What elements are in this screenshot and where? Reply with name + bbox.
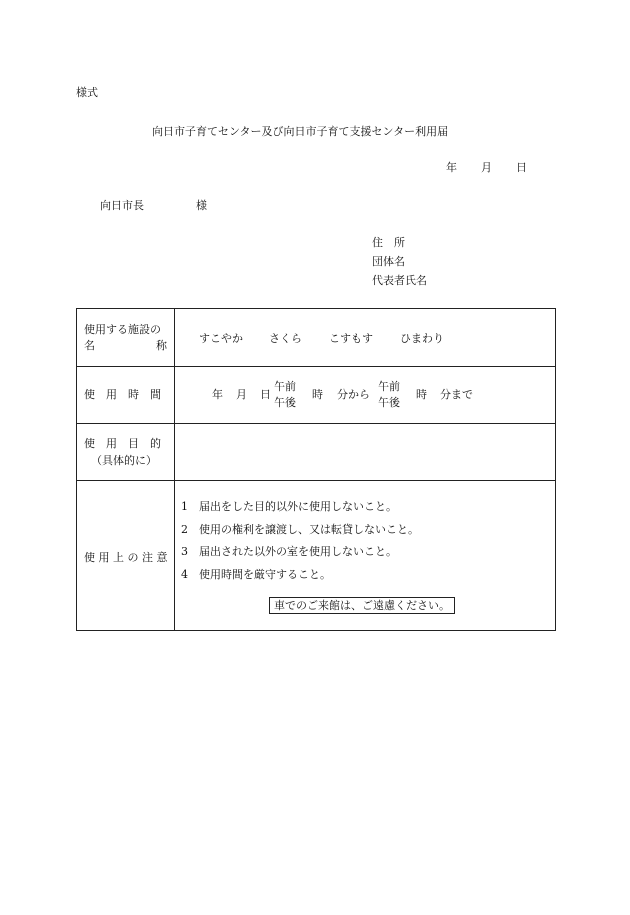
time-end-hour: 時	[416, 388, 427, 401]
page-title: 向日市子育てセンター及び向日市子育て支援センター利用届	[152, 125, 449, 138]
purpose-label-line1: 使 用 目 的	[84, 437, 161, 450]
row-divider-1	[77, 366, 555, 367]
note-2-text: 使用の権利を譲渡し、又は転貸しないこと。	[199, 523, 419, 536]
time-start-am[interactable]: 午前	[274, 380, 296, 393]
applicant-address-label: 住 所	[372, 236, 405, 249]
purpose-label-line2: （具体的に）	[91, 454, 157, 467]
note-3-text: 届出された以外の室を使用しないこと。	[199, 545, 397, 558]
form-label: 様式	[76, 86, 98, 99]
facility-option-sukoyaka[interactable]: すこやか	[199, 332, 243, 345]
purpose-input-area[interactable]	[175, 424, 555, 479]
notes-label: 使 用 上 の 注 意	[84, 551, 168, 564]
parking-notice-box: 車でのご来館は、ご遠慮ください。	[269, 597, 455, 614]
date-month: 月	[481, 161, 492, 174]
facility-label-line2b: 称	[156, 339, 167, 352]
time-from: 分から	[337, 388, 370, 401]
time-end-ampm	[378, 379, 400, 411]
date-year: 年	[446, 161, 457, 174]
time-start-pm[interactable]: 午後	[274, 395, 296, 409]
applicant-representative-label: 代表者氏名	[372, 274, 427, 287]
row-divider-3	[77, 480, 555, 481]
facility-label-line2a: 名	[84, 339, 95, 352]
usage-form-table	[76, 308, 556, 631]
note-4-text: 使用時間を厳守すること。	[199, 568, 331, 581]
time-day: 日	[260, 388, 271, 401]
addressee-honorific: 様	[196, 199, 207, 212]
facility-option-cosmos[interactable]: こすもす	[329, 332, 373, 345]
time-month: 月	[236, 388, 247, 401]
time-start-hour: 時	[312, 388, 323, 401]
note-4-num: 4	[181, 568, 188, 581]
time-label: 使 用 時 間	[84, 388, 161, 401]
time-year: 年	[212, 388, 223, 401]
note-1-num: 1	[181, 500, 188, 513]
facility-option-sakura[interactable]: さくら	[269, 332, 302, 345]
applicant-group-label: 団体名	[372, 255, 405, 268]
note-1-text: 届出をした目的以外に使用しないこと。	[199, 500, 397, 513]
time-until: 分まで	[440, 388, 473, 401]
time-end-pm[interactable]: 午後	[378, 395, 400, 409]
date-day: 日	[516, 161, 527, 174]
time-end-am[interactable]: 午前	[378, 380, 400, 393]
note-2-num: 2	[181, 523, 188, 536]
addressee-name: 向日市長	[100, 199, 144, 212]
time-start-ampm	[274, 379, 296, 411]
note-3-num: 3	[181, 545, 188, 558]
facility-label-line1: 使用する施設の	[84, 323, 161, 336]
facility-option-himawari[interactable]: ひまわり	[400, 332, 444, 345]
